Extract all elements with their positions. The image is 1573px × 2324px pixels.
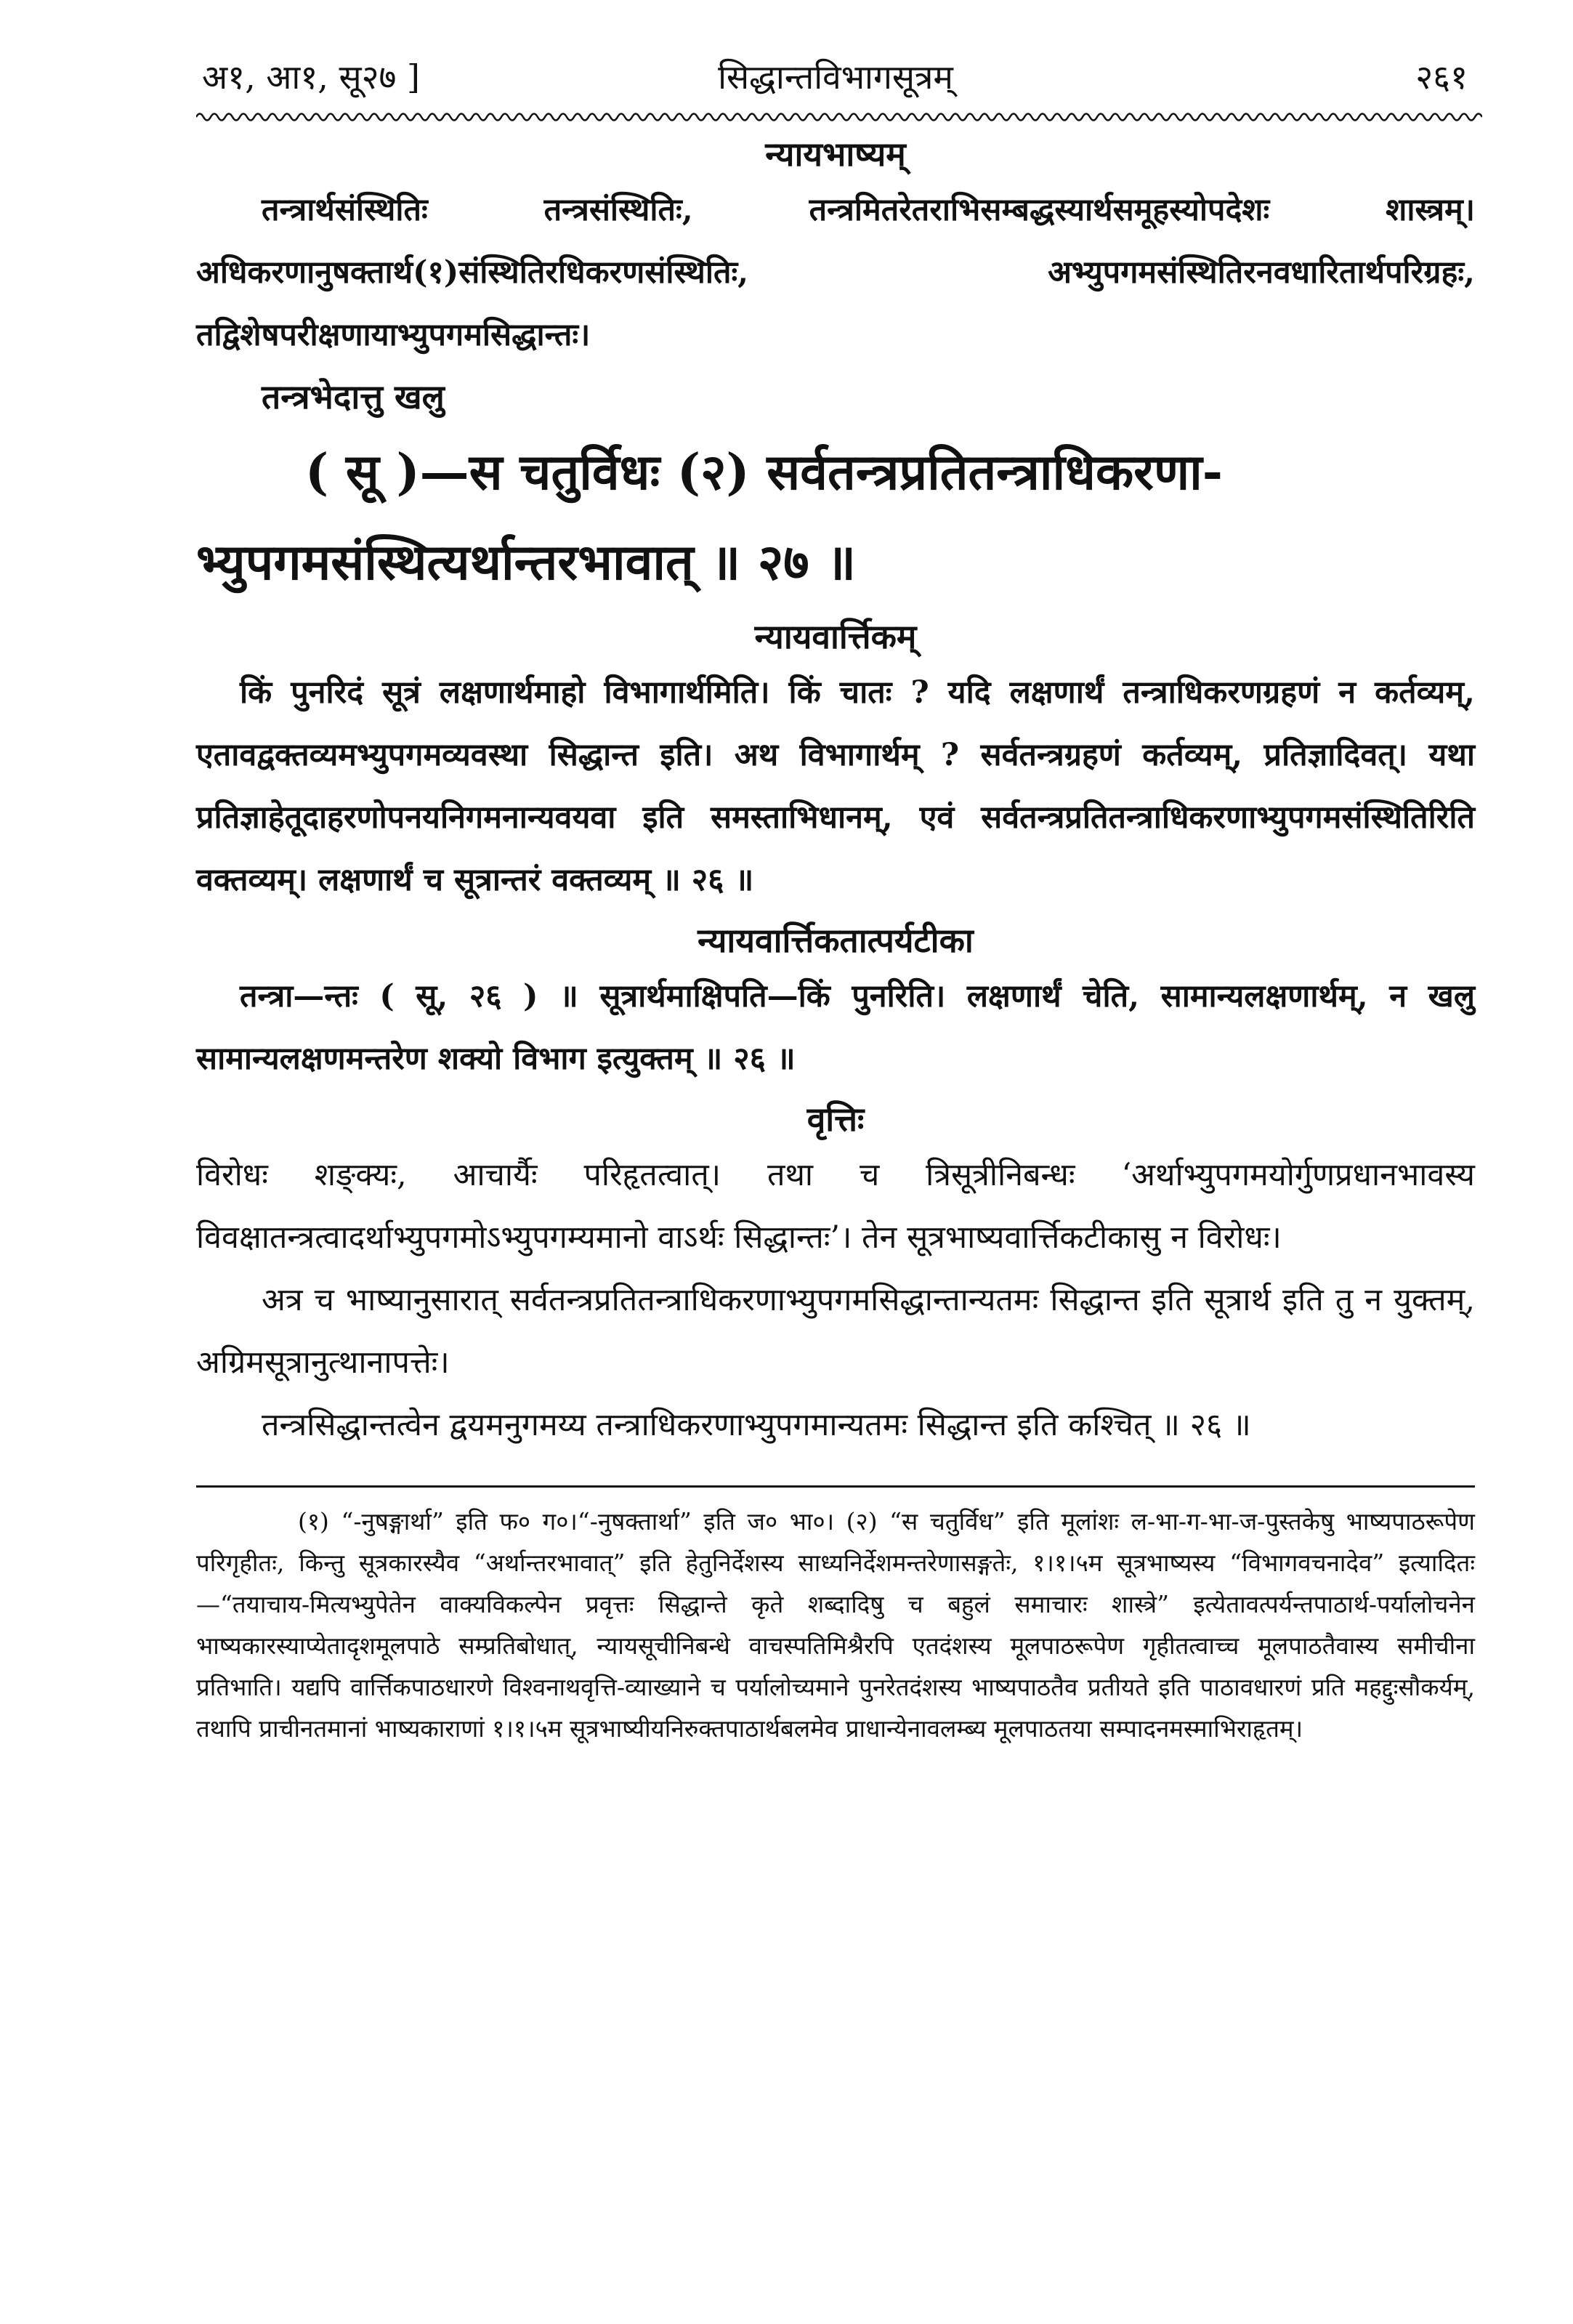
sutra-27 [196, 427, 1475, 608]
page-number: २६१ [1415, 57, 1468, 97]
page-content [196, 44, 1475, 1749]
nyayavartikam-text: किं पुनरिदं सूत्रं लक्षणार्थमाहो विभागार्थमिति। किं चातः ? यदि लक्षणार्थं तन्त्राधिकरणग्रहणं न कर्तव्यम्, एतावद्वक्तव्यमभ्युपगमव्यवस्था सिद्धान्त इति। अथ विभागार्थम् ? सर्वतन्त्रग्रहणं कर्तव्यम्, प्रतिज्ञादिवत्। यथा प्रतिज्ञाहेतूदाहरणोपनयनिगमनान्यवयवा इति समस्ताभिधानम्, एवं सर्वतन्त्रप्रतितन्त्राधिकरणाभ्युपगमसंस्थितिरिति वक्तव्यम्। लक्षणार्थं च सूत्रान्तरं वक्तव्यम् ॥ २६ ॥ [196, 674, 1475, 898]
running-head [196, 44, 1475, 109]
sutra-line-2: भ्युपगमसंस्थित्यर्थान्तरभावात् ॥ २७ ॥ [196, 533, 856, 592]
tatparyatika-text: तन्त्रा—न्तः ( सू, २६ ) ॥ सूत्रार्थमाक्षिपति—किं पुनरिति। लक्षणार्थं चेति, सामान्यलक्षणार्थम्, न खलु सामान्यलक्षणमन्तरेण शक्यो विभाग इत्युक्तम् ॥ २६ ॥ [196, 978, 1475, 1077]
nyayabhashyam-text: तन्त्रार्थसंस्थितिः तन्त्रसंस्थितिः, तन्त्रमितरेतराभिसम्बद्धस्यार्थसमूहस्योपदेशः शास्त्रम्। अधिकरणानुषक्तार्थ(१)संस्थितिरधिकरणसंस्थितिः, अभ्युपगमसंस्थितिरनवधारितार्थपरिग्रहः, तद्विशेषपरीक्षणायाभ्युपगमसिद्धान्तः। [196, 192, 1475, 353]
footnote-rule [196, 1485, 1475, 1488]
vrittih-para-3: तन्त्रसिद्धान्तत्वेन द्वयमनुगमय्य तन्त्राधिकरणाभ्युपगमान्यतमः सिद्धान्त इति कश्चित् ॥ २६ ॥ [262, 1407, 1251, 1443]
running-head-reference: अ१, आ१, सू२७ ] [202, 57, 420, 97]
sutra-line-1: ( सू )—स चतुर्विधः (२) सर्वतन्त्रप्रतितन्त्राधिकरणा- [305, 443, 1223, 501]
sutra-lead-in: तन्त्रभेदात्तु खलु [262, 377, 445, 416]
heading-tatparyatika: न्यायवार्त्तिकतात्पर्यटीका [697, 921, 974, 960]
running-head-title: सिद्धान्तविभागसूत्रम् [718, 57, 953, 97]
footnotes: (१) “-नुषङ्गार्था” इति फ० ग०।“-नुषक्तार्था” इति ज० भा०। (२) “स चतुर्विध” इति मूलांशः ल-भा-ग-भा-ज-पुस्तकेषु भाष्यपाठरूपेण परिगृहीतः, किन्तु सूत्रकारस्यैव “अर्थान्तरभावात्” इति हेतुनिर्देशस्य साध्यनिर्देशमन्तरेणासङ्गतेः, १।१।५म सूत्रभाष्यस्य “विभागवचनादेव” इत्यादितः—“तयाचाय-मित्यभ्युपेतेन वाक्यविकल्पेन प्रवृत्तः सिद्धान्ते कृते शब्दादिषु च बहुलं समाचारः शास्त्रे” इत्येतावत्पर्यन्तपाठार्थ-पर्यालोचनेन भाष्यकारस्याप्येतादृशमूलपाठे सम्प्रतिबोधात्, न्यायसूचीनिबन्धे वाचस्पतिमिश्रैरपि एतदंशस्य मूलपाठरूपेण गृहीतत्वाच्च मूलपाठतैवास्य समीचीना प्रतिभाति। यद्यपि वार्त्तिकपाठधारणे विश्वनाथवृत्ति-व्याख्याने च पर्यालोच्यमाने पुनरेतदंशस्य भाष्यपाठतैव प्रतीयते इति पाठावधारणं प्रति महद्दुःसौकर्यम्, तथापि प्राचीनतमानां भाष्यकाराणां १।१।५म सूत्रभाष्यीयनिरुक्तपाठार्थबलमेव प्राधान्येनावलम्ब्य मूलपाठतया सम्पादनमस्माभिराहृतम्। [196, 1507, 1475, 1743]
vrittih-para-2: अत्र च भाष्यानुसारात् सर्वतन्त्रप्रतितन्त्राधिकरणाभ्युपगमसिद्धान्तान्यतमः सिद्धान्त इति सूत्रार्थ इति तु न युक्तम्, अग्रिमसूत्रानुत्थानापत्तेः। [196, 1282, 1475, 1381]
vrittih-para-1: विरोधः शङ्क्यः, आचार्यैः परिहृतत्वात्। तथा च त्रिसूत्रीनिबन्धः ‘अर्थाभ्युपगमयोर्गुणप्रधानभावस्य विवक्षातन्त्रत्वादर्थाभ्युपगमोऽभ्युपगम्यमानो वाऽर्थः सिद्धान्तः’। तेन सूत्रभाष्यवार्त्तिकटीकासु न विरोधः। [196, 1157, 1475, 1256]
wavy-rule-divider [196, 109, 1482, 125]
heading-nyayavartikam: न्यायवार्त्तिकम् [754, 617, 917, 656]
heading-vrittih: वृत्तिः [806, 1100, 865, 1139]
heading-nyayabhashyam: न्यायभाष्यम् [765, 134, 906, 174]
